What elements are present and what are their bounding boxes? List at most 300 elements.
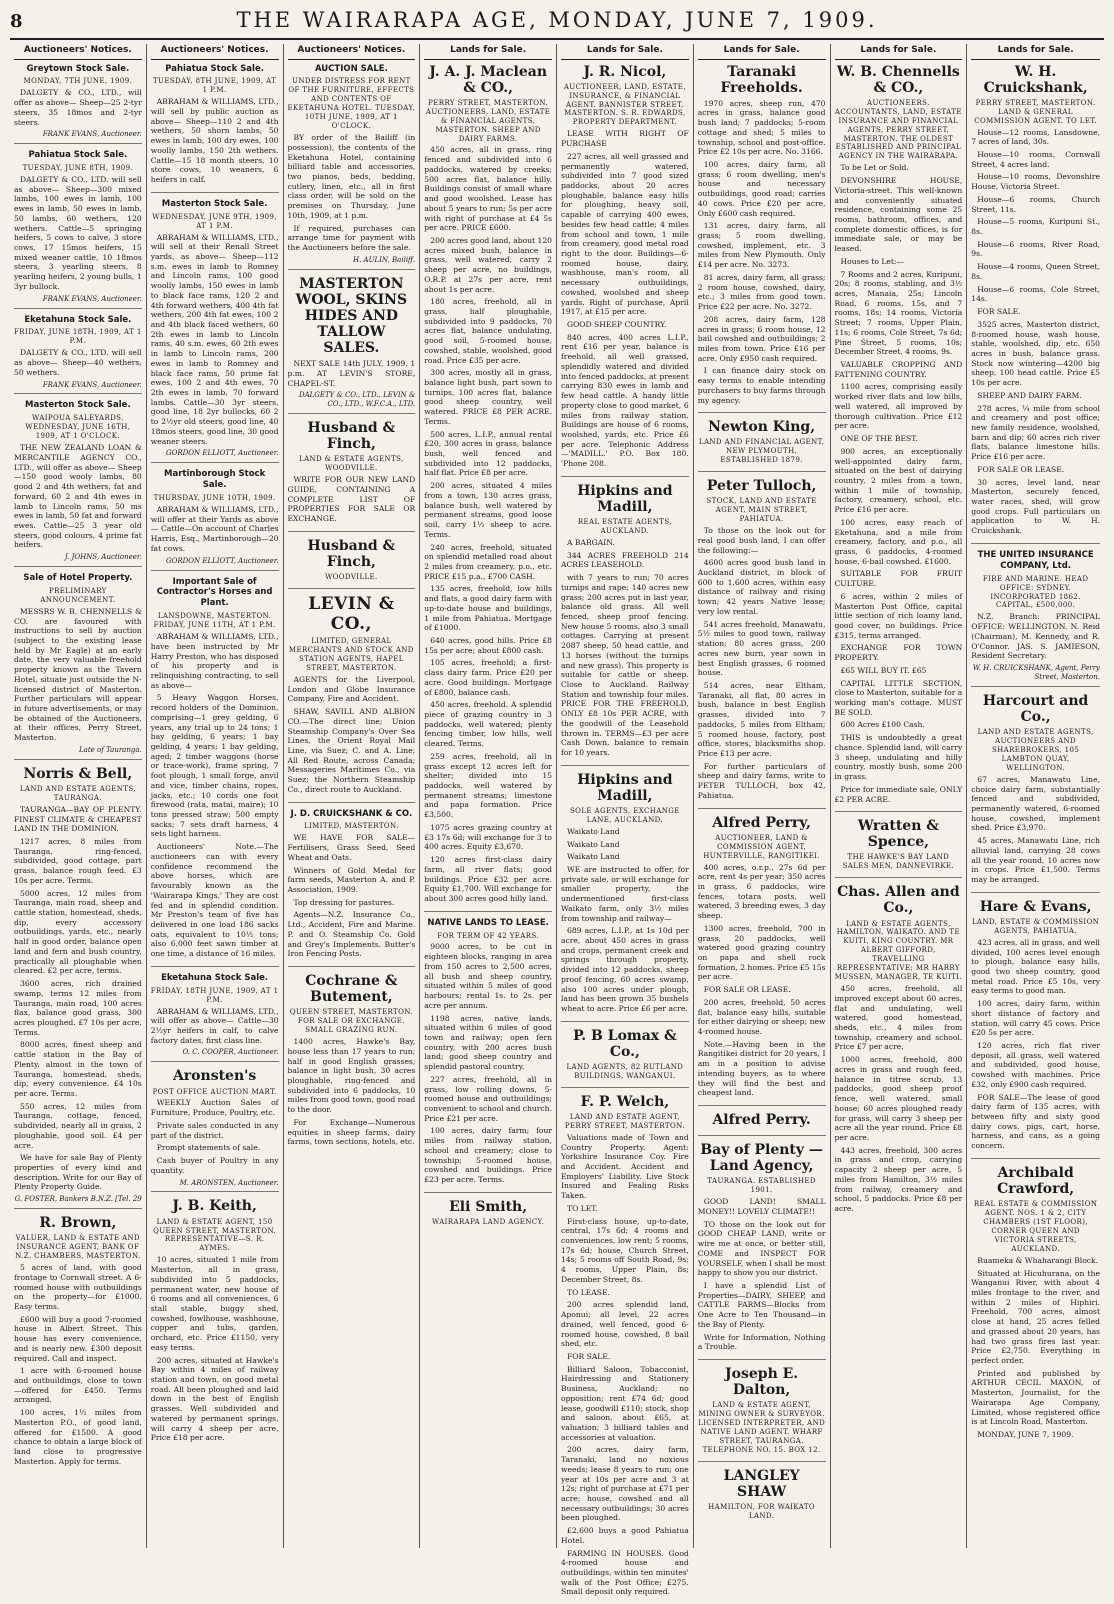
ad-paragraph: House—12 rooms, Lansdowne, 7 acres of land, 30s. — [971, 127, 1100, 147]
advertisement — [288, 64, 416, 270]
ad-paragraph: 541 acres freehold, Manawatu, 5½ miles to good town, railway station; 80 acres grass, 200 acres new burn, year sown in best English grasses, 6 roomed house. — [697, 619, 826, 678]
ad-paragraph: 423 acres, all in grass, and well divided, 100 acres level enough to plough, balance easy hills, good two sheep country, good metal road. Price £5 10s, very easy terms to good man. — [971, 937, 1100, 996]
ad-paragraph: ABRAHAM & WILLIAMS, LTD., will offer at their Yards as above— Cattle—On account of Charles Harris, Esq., Martinborough—20 fat cows. — [150, 505, 279, 553]
ad-paragraph: FOR SALE. — [977, 307, 1021, 317]
column-header: Lands for Sale. — [424, 44, 552, 60]
column-header: Lands for Sale. — [971, 44, 1100, 60]
ad-paragraph: To those on the look out for real good bush land, I can offer the following:— — [697, 526, 826, 555]
advertisement — [288, 595, 416, 803]
ad-subtitle: SOLE AGENTS, EXCHANGE LANE, AUCKLAND. — [569, 806, 680, 824]
ad-paragraph: 600 Acres £100 Cash. — [840, 720, 925, 730]
ad-paragraph: DEVONSHIRE HOUSE, Victoria-street. This well-known and conveniently situated residence, containing some 25 rooms, bathroom, offices, and complete domestic offices, is for immediate sale, or may be leased. — [834, 176, 963, 254]
advertisement — [14, 64, 142, 145]
ad-paragraph: Houses to Let:— — [840, 256, 905, 266]
ad-paragraph: A BARGAIN. — [567, 537, 615, 547]
ad-paragraph: We have for sale Bay of Plenty properties of every kind and description. Write for our Bay of Plenty Property Guide. — [14, 1153, 142, 1192]
ad-paragraph: 8000 acres, finest sheep and cattle station in the Bay of Plenty, almost in the town of Tauranga, homestead, sheds, dip, every convenience. £4 10s per acre. Terms. — [14, 1040, 142, 1098]
ad-subtitle: AUCTIONEER, LAND, ESTATE, INSURANCE, & FINANCIAL AGENT. BANNISTER STREET, MASTERTON. S. R. EDWARDS, PROPERTY DEPARTMENT. — [563, 82, 686, 127]
ad-title: LEVIN & CO., — [308, 594, 395, 634]
ad-title: Joseph E. Dalton, — [725, 1366, 799, 1399]
ad-paragraph: 450 acres, all in grass, ring fenced and subdivided into 6 paddocks, watered by creeks; 500 acres flat, balance hilly. Buildings consist of small whare and good woolshed. Lease has about 5 years to run; 5s per acre with right of purchase at £4 5s per acre. PRICE £600. — [424, 145, 552, 233]
ad-paragraph: 5 acres of land, with good frontage to Cornwall street. A 6-roomed house with outbuildings on the property—for £1000. Easy terms. — [14, 1263, 142, 1311]
ad-paragraph: 100 acres, 1½ miles from Masterton P.O., of good land, offered for £1500. A good chance to obtain a large block of land close to progressive Masterton. Apply for terms. — [14, 1408, 142, 1466]
advertisement — [151, 577, 279, 967]
ad-subtitle: WEDNESDAY, JUNE 9TH, 1909, AT 1 P.M. — [152, 212, 278, 230]
column-8 — [967, 44, 1104, 1548]
ad-paragraph: 1 acre with 6-roomed house and outbuildings, close to town—offered for £450. Terms arranged. — [14, 1366, 142, 1405]
ad-paragraph: 7 Rooms and 2 acres, Kuripuni, 20s; 8 rooms, stabling, and 3½ acres, Manaia, 25s; Lincoln Road, 6 rooms, 15s, and 7 rooms, 18s; 14 rooms, Victoria Street; 7 rooms, Upper Plain, 11s; 6 rooms, Cole Street, 7s 6d; Pine Street, 5 rooms, 10s; December Street, 4 rooms, 9s. — [834, 269, 963, 357]
advertisement — [151, 1068, 279, 1192]
ad-paragraph: 100 acres, dairy farm; four miles from railway station, school and creamery; close to township; 5-roomed house, cowshed and buildings. Price £23 per acre. Terms. — [424, 1126, 552, 1185]
ad-subtitle: WAIPOUA SALEYARDS. WEDNESDAY, JUNE 16TH, 1909, AT 1 O'CLOCK. — [25, 414, 131, 441]
advertisement — [698, 1112, 826, 1136]
ad-paragraph: Waikato Land — [567, 839, 620, 849]
ad-paragraph: 640 acres, good hills. Price £8 15s per acre; about £800 cash. — [424, 635, 552, 655]
ad-subtitle: LAND, ESTATE & COMMISSION AGENTS, PAHIATUA. — [971, 917, 1100, 935]
ad-body — [14, 175, 142, 292]
ad-paragraph: £600 will buy a good 7-roomed house in Albert Street. This house has every convenience, and is nearly new. £300 deposit required. Call and inspect. — [14, 1314, 142, 1363]
advertisement — [561, 772, 689, 1022]
ad-paragraph: 120 acres first-class dairy farm, all river flats; good buildings. Price £32 per acre. Equity £1,700. Will exchange for about 300 acres good hilly land. — [424, 855, 552, 903]
ad-paragraph: GOOD SHEEP COUNTRY. — [567, 320, 667, 330]
ad-paragraph: THE NEW ZEALAND LOAN & MERCANTILE AGENCY CO., LTD., will offer as above— Sheep—150 good wooly lambs, 80 good 2 and 4th wethers, fat and forward, 60 2 and 4th ewes in lamb to Lincoln rams, 50 ms ewes in lamb, 50 fat and forward ewes. Cattle—25 3 year old steers, good colours, 4 prime fat heifers. — [14, 443, 142, 550]
ad-body — [561, 1133, 689, 1597]
advertisement — [835, 818, 963, 878]
ad-title: Newton King, — [708, 419, 816, 436]
ad-subtitle: WOODVILLE. — [325, 573, 378, 582]
ad-paragraph: House—6 rooms, River Road, 9s. — [971, 239, 1100, 259]
advertisement — [971, 693, 1100, 893]
column-4 — [420, 44, 557, 1548]
ad-paragraph: 1075 acres grazing country at £3 17s 6d; will exchange for 3 to 400 acres. Equity £3,670. — [424, 822, 552, 852]
ad-subtitle: AUCTIONEERS, ACCOUNTANTS, LAND, ESTATE INSURANCE AND FINANCIAL AGENTS, PERRY STREET, MASTERTON. THE OLDEST ESTABLISHED AND PRINCIPAL AGENCY IN THE WAIRARAPA. — [834, 98, 962, 161]
ad-body — [971, 938, 1100, 1151]
ad-title: Eketahuna Stock Sale. — [161, 972, 269, 983]
ad-paragraph: 200 acres, freehold, 50 acres flat, balance easy hills, suitable for either dairying or sheep; new 4-roomed house. — [697, 997, 826, 1037]
ad-title: Sale of Hotel Property. — [23, 573, 133, 584]
ad-paragraph: 131 acres, dairy farm, all grass; 5 room dwelling, cowshed, implement, etc. 3 miles from New Plymouth. Only £14 per acre. No. 3273. — [697, 221, 826, 270]
advertisement — [971, 550, 1100, 687]
ad-body — [698, 863, 826, 1099]
ad-body — [14, 88, 142, 127]
ad-paragraph: 100 acres, easy reach of Eketahuna, and a mile from creamery, factory, and p.o., all grass, 6 paddocks, 4-roomed house, 6-bail cowshed. £1600. — [834, 517, 963, 566]
ad-paragraph: BY order of the Bailiff (in possession), the contents of the Eketahuna Hotel, containing billiard table and accessories, two pianos, beds, bedding, cutlery, linen, etc., all in first class order, will be sold on the premises on Thursday, June 10th, 1909, at 1 p.m. — [287, 133, 416, 220]
ad-paragraph: House—6 rooms, Church Street, 11s. — [971, 194, 1100, 214]
ad-body — [288, 133, 416, 253]
ad-paragraph: 208 acres, dairy farm, 128 acres in grass; 6 room house, 12 bail cowshed and outbuildings; 2 miles from town. Price £16 per acre. Only £950 cash required. — [697, 314, 826, 363]
ad-subtitle: LAND AGENTS, 82 RUTLAND BUILDINGS, WANGANUI. — [566, 1062, 684, 1080]
advertisement — [698, 419, 826, 472]
ad-signature: J. JOHNS, Auctioneer. — [64, 553, 142, 562]
ad-paragraph: First-class house, up-to-date, central, 17s 6d; 4 rooms and conveniences, low rent; 5 rooms, 17s 6d; house, Church Street, 14s; 5 rooms off South Road, 9s; 4 rooms, Upper Plain, 8s; December Street, 8s. — [561, 1216, 689, 1284]
ad-body — [288, 359, 416, 388]
advertisement — [151, 199, 279, 464]
ad-title: NATIVE LANDS TO LEASE. — [427, 917, 549, 928]
ad-paragraph: 135 acres, freehold, low hills and flats, a good dairy farm with up-to-date house and buildings, 1 mile from Pahiatua. Mortgage of £1000. — [424, 584, 552, 633]
ad-body — [698, 1197, 826, 1352]
ad-title: THE UNITED INSURANCE COMPANY, Ltd. — [977, 549, 1094, 571]
ad-paragraph: 259 acres, freehold, all in grass except 12 acres left for shelter; divided into 15 paddocks, well watered by permanent streams; limestone and papa formation. Price £3,500. — [424, 751, 552, 820]
advertisement — [14, 573, 142, 760]
ad-subtitle: AUCTIONEER, LAND & COMMISSION AGENT, HUNTERVILLE, RANGITIKEI. — [703, 833, 821, 860]
ad-paragraph: 1198 acres, native lands, situated within 6 miles of good town and railway; open fern country, with 200 acres bush land; good sheep country and splendid pastoral country. — [424, 1013, 552, 1072]
column-1 — [10, 44, 147, 1548]
ad-paragraph: Waikato Land — [567, 852, 620, 862]
ad-paragraph: 4600 acres good bush land in Auckland district, in block of 600 to 1,600 acres, within easy distance of railway and rising town; 42 years Native lease; very low rental. — [697, 558, 826, 616]
ad-paragraph: Price for immediate sale, ONLY £2 PER ACRE. — [834, 784, 963, 804]
ad-paragraph: TO those on the look out for GOOD CHEAP LAND, write or wire me at once, or better still, COME and INSPECT FOR YOURSELF, when I shall be most happy to show you our district. — [697, 1219, 826, 1278]
ad-title: Peter Tulloch, — [706, 478, 817, 495]
ad-paragraph: 67 acres, Manawatu Line, choice dairy farm, substantially fenced and subdivided, permanently watered, 6-roomed house, cowshed, implement shed. Price £3,970. — [971, 774, 1100, 833]
ad-paragraph: 278 acres, ¼ mile from school and creamery and post office; new family residence, woolshed, barn and dip; 60 acres rich river flats, balance limestone hills. Price £16 per acre. — [971, 403, 1100, 462]
ad-subtitle: STOCK, LAND AND ESTATE AGENT, MAIN STREET, PAHIATUA. — [706, 497, 817, 524]
advertisement — [288, 538, 416, 589]
ad-title: LANGLEY SHAW — [723, 1467, 800, 1501]
ad-paragraph: 120 acres, rich flat river deposit, all grass, well watered and subdivided, good house, cowshed with machines. Price £32, only £900 cash required. — [971, 1040, 1100, 1089]
ad-paragraph: Prompt statements of sale. — [156, 1143, 261, 1153]
ad-paragraph: WE HAVE FOR SALE—Fertilisers, Grass Seed, Seed Wheat and Oats. — [287, 833, 416, 862]
ad-body — [698, 526, 826, 800]
ad-title: Aronsten's — [172, 1068, 257, 1085]
ad-paragraph: THIS is undoubtedly a great chance. Splendid land, will carry 3 sheep, undulating and hilly country, mostly bush, some 200 in grass. — [834, 733, 963, 782]
advertisement — [561, 64, 689, 477]
ad-signature: G. FOSTER, Bankers B.N.Z. [Tel. 29 — [14, 1195, 142, 1204]
ad-title: W. H. Cruickshank, — [983, 63, 1088, 96]
ad-paragraph: FOR SALE OR LEASE. — [977, 464, 1065, 474]
ad-paragraph: 180 acres, freehold, all in grass, half ploughable, subdivided into 9 paddocks, 70 acres flat, balance undulating, good soil, 5-roomed house, cowshed, stable, woolshed, good road. Price £35 per acre. — [424, 297, 552, 365]
ad-subtitle: POST OFFICE AUCTION MART. — [152, 1087, 277, 1096]
ad-subtitle: LAND & ESTATE AGENT, MINING OWNER & SURVEYOR. LICENSED INTERPRETER, AND NATIVE LAND AGENT. WHARF STREET, TAURANGA. TELEPHONE NO. 15. BOX 12. — [698, 1401, 826, 1454]
ad-paragraph: EXCHANGE FOR TOWN PROPERTY. — [834, 643, 963, 663]
advertisement — [561, 1094, 689, 1604]
ad-subtitle: LAND & ESTATE AGENTS, HAMILTON, WAIKATO. AND TE KUITI, KING COUNTRY. MR ALBERT GIFFORD, TRAVELLING REPRESENTATIVE; MR HARRY MUSSEN, MANAGER, TE KUITI. — [834, 919, 963, 982]
ad-body — [835, 163, 963, 804]
ad-subtitle: REAL ESTATE AGENTS, AUCKLAND. — [577, 518, 672, 535]
advertisement — [698, 1468, 826, 1527]
ad-body — [971, 612, 1100, 661]
column-header: Lands for Sale. — [561, 44, 689, 60]
ad-subtitle: TUESDAY, 8TH JUNE, 1909, AT 1 P.M. — [152, 77, 277, 95]
ad-paragraph: ABRAHAM & WILLIAMS, LTD., will sell by public auction as above— Sheep—110 2 and 4th wethers, 50 shorn lambs, 50 ewes in lamb, 100 dry ewes, 100 woolly lambs, 150 2th wethers. Cattle—15 18 month steers, 10 store cows, 10 weaners, 6 heifers in calf. — [150, 97, 279, 185]
ad-title: AUCTION SALE. — [314, 63, 388, 74]
ad-paragraph: ONE OF THE BEST. — [840, 434, 918, 444]
ad-paragraph: House—10 rooms, Devonshire House, Victoria Street. — [971, 172, 1100, 192]
advertisement — [14, 150, 142, 308]
ad-title: J. B. Keith, — [172, 1198, 257, 1215]
ad-paragraph: 200 acres, situated at Hawke's Bay within 4 miles of railway station and town, on good metal road. All been ploughed and laid down in the best of English grasses. Well subdivided and watered by permanent springs, will carry 4 sheep per acre. Price £18 per acre. — [150, 1355, 279, 1443]
ad-paragraph: 100 acres, dairy farm, all grass; 6 room dwelling, men's house and necessary outbuildings, good road; carries 40 cows. Price £20 per acre. Only £600 cash required. — [697, 160, 826, 218]
ad-title: Hare & Evans, — [979, 898, 1092, 915]
ad-signature: FRANK EVANS, Auctioneer. — [42, 294, 142, 303]
ad-paragraph: House—5 rooms, Kuripuni St., 8s. — [971, 217, 1100, 237]
ad-paragraph: WRITE FOR OUR NEW LAND GUIDE, CONTAINING A COMPLETE LIST OF PROPERTIES FOR SALE OR EXCHANGE. — [287, 475, 416, 524]
ad-paragraph: LEASE WITH RIGHT OF PURCHASE — [561, 129, 689, 149]
ad-paragraph: ABRAHAM & WILLIAMS, LTD., will offer as above— Cattle—30 2½yr heifers in calf, to calve factory dates, first class line. — [150, 1006, 279, 1045]
advertisement — [698, 478, 826, 808]
ad-paragraph: To be Let or Sold. — [840, 163, 909, 173]
ad-title: Chas. Allen and Co., — [837, 884, 960, 917]
column-5 — [557, 44, 694, 1597]
ad-paragraph: 5000 acres, 12 miles from Tauranga, main road, sheep and cattle station, homestead, sheds, dip, every accessory outbuildings, yards, etc., nearly half in good order, balance open land and fern and bush country, practically all ploughable when cleared. £2 per acre, terms. — [14, 888, 142, 976]
ad-paragraph: 3525 acres, Masterton district, 8-roomed house, wash house, stable, woolshed, dip, etc. 650 acres in bush, balance grass. Stock now wintering—4200 big sheep, 100 head cattle. Price £5 10s per acre. — [971, 319, 1100, 388]
ad-title: Pahiatua Stock Sale. — [165, 63, 264, 74]
ad-paragraph: £65 WILL BUY IT. £65 — [840, 665, 927, 675]
ad-body — [288, 833, 416, 959]
ad-paragraph: Ruameka & Whaharangi Block. — [977, 1255, 1099, 1265]
ad-title: Masterton Stock Sale. — [161, 198, 268, 209]
ad-subtitle: FOR TERM OF 42 YEARS. — [437, 931, 539, 940]
ad-signature: FRANK EVANS, Auctioneer. — [42, 130, 142, 139]
columns-container — [10, 44, 1104, 1597]
column-7 — [831, 44, 968, 1548]
advertisement — [561, 1028, 689, 1088]
ad-paragraph: 1000 acres, freehold, 800 acres in grass and rough feed, balance in titree scrub, 13 paddocks, good sheep proof fence, well watered, small house; 60 acres ploughed ready for grass, will carry 3 sheep per acre all the year round. Price £8 per acre. — [834, 1055, 963, 1142]
ad-subtitle: LAND AND ESTATE AGENT, PERRY STREET, MASTERTON. — [564, 1112, 685, 1130]
advertisement — [698, 815, 826, 1106]
ad-subtitle: LIMITED, MASTERTON. — [303, 822, 399, 831]
ad-title: Cochrane & Butement, — [305, 973, 398, 1006]
ad-title: Taranaki Freeholds. — [720, 63, 803, 96]
advertisement — [698, 1142, 826, 1360]
advertisement — [424, 1199, 552, 1233]
ad-body — [288, 475, 416, 524]
ad-paragraph: I can finance dairy stock on easy terms to enable intending purchasers to buy farms through my agency. — [697, 366, 826, 405]
ad-body — [971, 775, 1100, 885]
ad-paragraph: 900 acres, an exceptionally well-appointed dairy farm, situated on the best of dairying country, 2 miles from a town, within 1 mile of township, factory, creamery, school, etc. Price £16 per acre. — [834, 446, 963, 515]
ad-paragraph: If required, purchases can arrange time for payment with the Auctioneers before the sale. — [287, 223, 416, 253]
ad-paragraph: Note.—Having been in the Rangitikei district for 20 years, I am in a position to advise intending buyers, as to where they will find the best and cheapest land. — [697, 1039, 826, 1098]
ad-paragraph: GOOD LAND! SMALL MONEY!! LOVELY CLIMATE!! — [697, 1197, 826, 1216]
ad-paragraph: DALGETY & CO., LTD. will sell as above— Sheep—300 mixed lambs, 100 ewes in lamb, 100 ewes in lamb, 50 ewes in lamb, 50 lambs, 60 wethers, 120 wethers. Cattle—5 springing heifers, 5 cows to calve, 3 store cows, 17 15mos heifers, 15 mixed weaner cattle, 10 18mos steers, 3 yearling steers, 8 yearling heifers, 2 young bulls, 1 3yr bullock. — [14, 175, 142, 291]
column-header: Lands for Sale. — [835, 44, 963, 60]
ad-paragraph: ABRAHAM & WILLIAMS, LTD., have been instructed by Mr Harry Preston, who has disposed of his property and is relinquishing contracting, to sell as above— — [150, 632, 279, 690]
ad-body — [14, 443, 142, 550]
ad-paragraph: 200 acres, dairy farm, Taranaki, land no noxious weeds; lease 8 years to run; one year at 10s per acre and 3 at 12s; right of purchase at £71 per acre; house, cowshed and all necessary outbuildings; 30 acres been ploughed. — [561, 1445, 689, 1523]
ad-body — [561, 538, 689, 758]
advertisement — [971, 64, 1100, 544]
ad-title: Wratten & Spence, — [857, 818, 939, 851]
ad-paragraph: SHAW, SAVILL AND ALBION CO.—The direct line; Union Steamship Company's Over Sea Lines, the Orient Royal Mail Line, via Suez; C. and A. Line; All Red Route, across Canada; Messageries Maritimes Co., via Suez; the Northern Steamship Co., direct route to Auckland. — [287, 707, 416, 794]
ad-paragraph: TO LEASE. — [567, 1287, 610, 1297]
ad-paragraph: WE are instructed to offer, for private sale, or will exchange for smaller property, the undermentioned first-class Waikato farm, only 3½ miles from township and railway— — [561, 864, 689, 923]
ad-body — [151, 1098, 279, 1175]
ad-title: Husband & Finch, — [307, 537, 396, 570]
ad-paragraph: 227 acres, all well grassed and permanently watered, subdivided into 7 good sized paddocks, about 20 acres ploughable, balance easy hills for ploughing, heavy soil, capable of carrying 400 ewes, besides few head cattle; 4 miles from school and town, 1 mile from creamery, good metal road right to the door. Buildings—6-roomed house, dairy, washhouse, man's room, all necessary outbuildings, cowshed, woolshed and sheep yards. Right of purchase, April 1917, at £15 per acre. — [561, 151, 689, 317]
ad-paragraph: £2,600 buys a good Pahiatua Hotel. — [561, 1526, 689, 1545]
page-number: 8 — [10, 11, 23, 32]
ad-title: Hipkins and Madill, — [577, 482, 673, 515]
advertisement — [14, 315, 142, 395]
ad-title: Archibald Crawford, — [997, 1164, 1075, 1197]
ad-body — [14, 348, 142, 377]
ad-subtitle: REAL ESTATE & COMMISSION AGENT. NOS. 1 & 2, CITY CHAMBERS (1ST FLOOR), CORNER QUEEN AND VICTORIA STREETS, AUCKLAND. — [973, 1200, 1098, 1253]
ad-subtitle: TUESDAY, JUNE 8TH, 1909. — [22, 164, 134, 173]
ad-paragraph: 10 acres, situated 1 mile from Masterton, all in grass, subdivided into 5 paddocks, permanent water, new house of 6 rooms and all conveniences, 6 stall stable, buggy shed, cowshed, fowlhouse, washhouse, copper and tubs, garden, orchard, etc. Price £1150, very easy terms. — [150, 1255, 279, 1352]
ad-title: Eketahuna Stock Sale. — [24, 314, 132, 325]
ad-body — [698, 99, 826, 406]
ad-title: Martinborough Stock Sale. — [164, 469, 266, 491]
ad-title: Masterton Stock Sale. — [25, 400, 131, 411]
ad-paragraph: MESSRS W. B. CHENNELLS & CO. are favoured with instructions to sell by auction (subject to the existing lease held by Mr Eagle) at an early date, the very valuable freehold property known as the Tavern Hotel, situate just outside the N-licensed district of Masterton. Further particulars will appear in future advertisements, or may be obtained of the Auctioneers, at their offices, Perry Street, Masterton. — [14, 606, 142, 743]
ad-subtitle: FRIDAY, JUNE 18TH, 1909, AT 1 P.M. — [14, 328, 142, 346]
ad-signature: FRANK EVANS, Auctioneer. — [42, 380, 142, 389]
ad-title: Pahiatua Stock Sale. — [28, 150, 128, 161]
ad-paragraph: 1217 acres, 8 miles from Tauranga, ring-fenced, subdivided, good cottage, part grass, balance rough feed. £3 10s per acre. Terms. — [14, 837, 142, 885]
ad-subtitle: THE HAWKE'S BAY LAND SALES MEN, DANNEVIRKE. — [842, 853, 955, 871]
ad-paragraph: DALGETY & CO., LTD. will sell as above— Sheep—40 wethers, 50 wethers. — [14, 348, 142, 377]
ad-paragraph: TAURANGA—BAY OF PLENTY. FINEST CLIMATE & CHEAPEST LAND IN THE DOMINION. — [14, 804, 142, 834]
ad-title: J. A. J. Maclean & CO., — [429, 63, 547, 96]
ad-title: P. B Lomax & Co., — [573, 1027, 677, 1060]
column-header: Auctioneers' Notices. — [14, 44, 142, 60]
ad-paragraph: 1100 acres, comprising easily worked river flats and low hills, well watered, all improved by thorough cultivation. Price £12 per acre. — [834, 382, 963, 431]
ad-body — [14, 805, 142, 1192]
ad-subtitle: TAURANGA. ESTABLISHED 1901. — [707, 1177, 816, 1195]
ad-paragraph: 200 acres splendid land, Aponui; all level, 22 acres drained, well fenced, good 6-roomed house, cowshed, 8 bail shed, etc. — [561, 1300, 689, 1349]
ad-body — [971, 1256, 1100, 1440]
ad-paragraph: TO LET. — [567, 1203, 598, 1213]
ad-body — [835, 984, 963, 1214]
ad-title: J. D. CRUICKSHANK & CO. — [290, 808, 413, 819]
ad-body — [151, 632, 279, 959]
ad-body — [151, 1255, 279, 1443]
column-3 — [284, 44, 421, 1548]
ad-subtitle: UNDER DISTRESS FOR RENT OF THE FURNITURE, EFFECTS AND CONTENTS OF EKETAHUNA HOTEL. TUESDAY, 10TH JUNE, 1909, AT 1 O'CLOCK. — [287, 77, 416, 131]
ad-subtitle: LAND & ESTATE AGENTS, WOODVILLE. — [299, 455, 404, 473]
ad-body — [561, 129, 689, 468]
ad-signature: DALGETY & CO., LTD., LEVIN & CO., LTD., W.F.C.A., LTD. — [298, 391, 416, 409]
ad-paragraph: N.Z. Branch: PRINCIPAL OFFICE: WELLINGTON. N. Reid (Chairman), M. Kennedy, and R. O'Connor. JAS. S. JAMIESON, Resident Secretary. — [971, 612, 1100, 661]
ad-paragraph: 400 acres, o.r.p., 27s 6d per acre, rent 4s per year; 350 acres in grass, 6 paddocks, wire fences, totara posts, well watered, 3 breeding ewes, 3 day sheep. — [697, 862, 826, 921]
newspaper-title: THE WAIRARAPA AGE, MONDAY, JUNE 7, 1909. — [236, 8, 878, 32]
ad-paragraph: Auctioneers' Note.—The auctioneers can with every confidence recommend the above horses, which are favourably known as the 'Wairarapa Kings.' They are cost fed and in splendid condition. Mr Preston's team of five has delivered in one load 186 sacks oats, equivalent to 10½ tons; also 6,000 feet sawn timber at one time, a distance of 16 miles. — [150, 842, 279, 959]
ad-paragraph: 81 acres, dairy farm, all grass; 2 room house, cowshed, dairy, etc.; 3 miles from good town. Price £22 per acre. No. 3272. — [697, 272, 826, 312]
column-header: Auctioneers' Notices. — [151, 44, 279, 60]
advertisement — [835, 64, 963, 813]
ad-paragraph: 344 ACRES FREEHOLD 214 ACRES LEASEHOLD. — [561, 550, 689, 570]
ad-paragraph: 500 acres, L.I.P., annual rental £20, 300 acres in grass, balance bush, well fenced and subdivided into 12 paddocks, half flat. Price £8 per acre. — [424, 429, 552, 478]
column-header: Lands for Sale. — [698, 44, 826, 60]
advertisement — [561, 483, 689, 766]
ad-paragraph: SUITABLE FOR FRUIT CULTURE. — [834, 569, 963, 589]
ad-paragraph: 689 acres, L.I.P., at 1s 10d per acre, about 450 acres in grass and crops, permanent creek and springs through property, divided into 12 paddocks, sheep proof fencing, 60 acres swamp, also 100 acres under plough, land has been grown 35 bushels wheat to acre. Price £6 per acre. — [561, 926, 689, 1014]
ad-paragraph: 6 acres, within 2 miles of Masterton Post Office, capital little section of rich loamy land, good cover, no buildings. Price £315, terms arranged. — [834, 591, 963, 640]
advertisement — [288, 809, 416, 967]
advertisement — [14, 1215, 142, 1473]
advertisement — [835, 884, 963, 1220]
ad-signature: W. H. CRUICKSHANK, Agent, Perry Street, Masterton. — [972, 664, 1100, 681]
advertisement — [151, 64, 279, 193]
ad-title: Alfred Perry. — [712, 1112, 811, 1129]
ad-paragraph: 443 acres, freehold, 300 acres in grass and crop, carrying capacity 2 sheep per acre, 5 miles from Hamilton, 3½ miles from railway, creamery and school, 5 paddocks. Price £8 per acre. — [834, 1145, 963, 1213]
ad-paragraph: FOR SALE OR LEASE. — [703, 985, 791, 995]
ad-body — [14, 1263, 142, 1466]
ad-paragraph: House—6 rooms, Cole Street, 14s. — [971, 284, 1100, 304]
ad-subtitle: FIRE AND MARINE. HEAD OFFICE: SYDNEY. INCORPORATED 1862. CAPITAL, £500,000. — [982, 574, 1089, 610]
ad-subtitle: LAND AND FINANCIAL AGENT, NEW PLYMOUTH, ESTABLISHED 1879. — [698, 438, 825, 465]
ad-paragraph: WEEKLY Auction Sales of Furniture, Produce, Poultry, etc. — [150, 1098, 279, 1118]
ad-paragraph: NEXT SALE 14th JULY, 1909. 1 p.m. AT LEVIN'S STORE, CHAPEL-ST. — [287, 359, 416, 388]
advertisement — [288, 420, 416, 532]
ad-signature: Late of Tauranga. — [79, 745, 142, 754]
ad-title: F. P. Welch, — [580, 1093, 670, 1110]
ad-paragraph: 30 acres, level land, near Masterton, securely fenced, water races, shed, will grow good crops. Full particulars on application to W. H. Cruickshank. — [971, 477, 1100, 536]
ad-paragraph: Winners of Gold Medal for farm seeds, Masterton A. and P. Association, 1909. — [287, 865, 416, 894]
ad-subtitle: MONDAY, 7TH JUNE, 1909. — [23, 77, 133, 86]
ad-paragraph: 227 acres, freehold, all in grass, low rolling downs, 5-roomed house and outbuildings; convenient to school and church. Price £21 per acre. — [424, 1074, 552, 1123]
ad-body — [561, 827, 689, 1014]
ad-paragraph: 240 acres, freehold, situated on splendid metalled road about 2 miles from creamery, p.o., etc. PRICE £15 p.a., £700 CASH. — [424, 542, 552, 581]
ad-subtitle: VALUER, LAND & ESTATE AND INSURANCE AGENT, BANK OF N.Z. CHAMBERS, MASTERTON. — [15, 1234, 141, 1261]
ad-subtitle: PERRY STREET, MASTERTON. LAND & GENERAL COMMISSION AGENT. TO LET. — [974, 98, 1097, 125]
ad-paragraph: For Exchange—Numerous equities in sheep farms, dairy farms, town sections, hotels, etc. — [287, 1117, 416, 1147]
ad-paragraph: Private sales conducted in any part of the district. — [150, 1120, 279, 1140]
ad-body — [288, 675, 416, 795]
advertisement — [698, 1366, 826, 1462]
ad-paragraph: Cash buyer of Poultry in any quantity. — [150, 1156, 279, 1175]
advertisement — [971, 899, 1100, 1159]
ad-paragraph: 5 Heavy Waggon Horses, record holders of the Dominion, comprising—1 grey gelding, 6 years, any trial up to 24 tons; 1 bay gelding, 6 years; 1 bay gelding, 4 years; 1 bay gelding, aged; 2 timber waggons (horse or trace-work), frame spring, 7 foot plough, 1 small forge, anvil and vice, timber chains, ropes, jacks, etc.; 10 cords one foot firewood (rata, matai, maire); 10 tons pressed straw; 500 empty sacks; 7 sets draft harness, 4 sets light harness. — [150, 693, 279, 839]
ad-paragraph: Agents—N.Z. Insurance Co., Ltd., Accident, Fire and Marine. P. and O. Steamship Co. Gold and Grey's Implements. Butter's Iron Fencing Posts. — [287, 910, 416, 959]
ad-body — [151, 505, 279, 554]
advertisement — [151, 973, 279, 1063]
ad-paragraph: 550 acres, 12 miles from Tauranga, cottage, fenced, subdivided, nearly all in grass, 2 ploughable, good soil. £4 per acre. — [14, 1101, 142, 1150]
ad-body — [424, 145, 552, 903]
ad-title: J. R. Nicol, — [583, 63, 667, 80]
ad-title: Important Sale of Contractor's Horses and Plant. — [156, 576, 273, 609]
advertisement — [14, 766, 142, 1209]
ad-title: Husband & Finch, — [307, 420, 396, 453]
column-header: Auctioneers' Notices. — [288, 44, 416, 60]
ad-paragraph: Printed and published by ARTHUR CECIL MAXON, of Masterton, Journalist, for the Wairarapa Age Company, Limited, whose registered office is at Lincoln Road, Masterton. — [971, 1368, 1100, 1427]
ad-paragraph: 1970 acres, sheep run, 470 acres in grass, balance good bush land; 7 paddocks; 5-room cottage and shed; 5 miles to township, school and post-office. Price £2 10s per acre. No. 3166. — [697, 98, 826, 157]
advertisement — [424, 918, 552, 1193]
ad-title: Harcourt and Co., — [982, 692, 1089, 726]
ad-paragraph: Billiard Saloon, Tobacconist, Hairdressing and Stationery Business, Auckland; no opposition; rent £74 6d; good lease, goodwill £110; stock, shop and saloon, about £65, at valuation; 3 billiard tables and accessories at valuation. — [561, 1364, 689, 1442]
ad-paragraph: 100 acres, dairy farm, within short distance of factory and station, will carry 45 cows. Price £20 5s per acre. — [971, 999, 1100, 1038]
ad-paragraph: House—4 rooms, Queen Street, 8s. — [971, 262, 1100, 281]
ad-body — [151, 233, 279, 447]
ad-paragraph: 200 acres, situated 4 miles from a town, 130 acres grass, balance bush, well watered by permanent streams, good loose soil, carry 1½ sheep to acre. Terms. — [424, 481, 552, 539]
ad-title: Hipkins and Madill, — [577, 771, 673, 804]
ad-paragraph: 840 acres, 400 acres L.I.P., rent £16 per year, balance is freehold, all well grassed, splendidly watered and divided into fenced paddocks, at present carrying 830 ewes in lamb and few head cattle. A handy little property close to good market, 6 miles from railway station. Buildings are house of 6 rooms, woolshed, yards, etc. Price £6 per acre. Telephonic Address—'MADILL.' P.O. Box 180. 'Phone 208. — [561, 332, 689, 469]
advertisement — [288, 973, 416, 1154]
advertisement — [288, 276, 416, 415]
ad-paragraph: 450 acres, freehold. A splendid piece of grazing country in 3 paddocks, well watered; plenty fencing timber, low hills, well cleared. Terms. — [424, 700, 552, 749]
ad-paragraph: 514 acres, near Eltham, Taranaki, all flat, 80 acres in bush, balance in best English grasses, divided into 7 paddocks, 5 miles from Eltham; 5 roomed house, factory, post office, stores, blacksmiths shop. Price £13 per acre. — [697, 680, 826, 758]
ad-signature: H. AULIN, Bailiff. — [352, 255, 416, 264]
ad-signature: GORDON ELLIOTT, Auctioneer. — [166, 449, 279, 458]
ad-title: Alfred Perry, — [712, 814, 811, 831]
advertisement — [424, 64, 552, 912]
advertisement — [14, 400, 142, 567]
ad-paragraph: Waikato Land — [567, 826, 620, 836]
ad-subtitle: LIMITED, GENERAL MERCHANTS AND STOCK AND STATION AGENTS, HAPEL STREET, MASTERTON. — [288, 637, 414, 672]
advertisement — [151, 469, 279, 570]
ad-paragraph: AGENTS for the Liverpool, London and Globe Insurance Company, Fire and Accident. — [287, 674, 416, 704]
ad-subtitle: QUEEN STREET, MASTERTON. FOR SALE OR EXCHANGE. SMALL GRAZING RUN. — [289, 1008, 413, 1035]
ad-signature: O. C. COOPER, Auctioneer. — [182, 1048, 279, 1057]
ad-body — [14, 607, 142, 743]
ad-title: Eli Smith, — [449, 1198, 528, 1215]
ad-paragraph: FARMING IN HOUSES. Good 4-roomed house and outbuildings, within ten minutes' walk of the Post Office; £275. Small deposit only required. — [561, 1548, 689, 1597]
ad-paragraph: Write for Information, Nothing a Trouble. — [697, 1332, 826, 1352]
ad-paragraph: with 7 years to run; 70 acres turnips and rape; 140 acres new grass; 200 acres put in last year, balance old grass. All well fenced, sheep proof fencing. New house 5 rooms, also 3 small cottages. Carrying at present 2087 sheep, 50 head cattle, and 13 horses (without the turnips and new grass). This property is suitable for cattle or sheep. Close to Auckland. Railway Station and township four miles. PRICE FOR THE FREEHOLD, ONLY £8 10s PER ACRE, with the goodwill of the Leasehold thrown in. TERMS—£3 per acre Cash Down, balance to remain for 10 years. — [561, 573, 689, 757]
ad-title: Bay of Plenty — Land Agency, — [700, 1142, 823, 1175]
ad-paragraph: Situated at Hicuhurana, on the Wanganui River, with about 4 miles frontage to the river, and within 2 miles of Hiphiri. Freehold, 700 acres, almost close at hand, 25 acres felled and grassed about 20 years, has had two grass fires last year. Price £2,750. Everything in perfect order. — [971, 1268, 1100, 1365]
ad-body — [288, 1037, 416, 1147]
advertisement — [698, 64, 826, 414]
